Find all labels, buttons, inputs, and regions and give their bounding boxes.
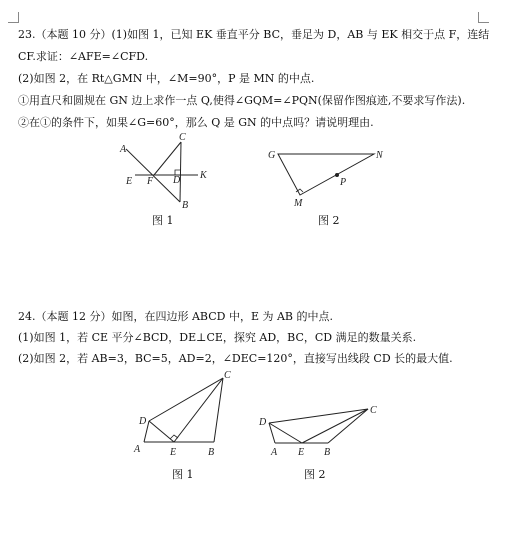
- label-C: C: [179, 132, 186, 143]
- label-C: C: [224, 370, 231, 381]
- label-B: B: [182, 200, 189, 211]
- label-D: D: [259, 417, 267, 428]
- label-C: C: [370, 405, 377, 416]
- label-K: K: [200, 170, 207, 181]
- q23-figure-2: [262, 145, 397, 215]
- label-A: A: [134, 444, 141, 455]
- q24-fig1-caption: 图 1: [172, 468, 194, 481]
- q24-line-1: 24.（本题 12 分）如图，在四边形 ABCD 中，E 为 AB 的中点.: [18, 310, 333, 323]
- segment-DC: [149, 378, 223, 421]
- label-G: G: [268, 150, 276, 161]
- label-N: N: [376, 150, 383, 161]
- label-D: D: [139, 416, 147, 427]
- point-P: [335, 173, 339, 177]
- q24-fig2-caption: 图 2: [304, 468, 326, 481]
- corner-mark-top-left: [8, 12, 19, 23]
- label-P: P: [340, 177, 347, 188]
- q24-figure-2: [252, 398, 392, 463]
- label-B: B: [324, 447, 331, 458]
- label-A: A: [120, 144, 127, 155]
- q23-figure-1: [110, 132, 220, 212]
- label-E: E: [298, 447, 305, 458]
- label-B: B: [208, 447, 215, 458]
- label-E: E: [126, 176, 133, 187]
- label-F: F: [147, 176, 154, 187]
- q23-line-3: (2)如图 2，在 Rt△GMN 中，∠M=90°，P 是 MN 的中点.: [18, 72, 315, 85]
- q23-line-5: ②在①的条件下，如果∠G=60°，那么 Q 是 GN 的中点吗？请说明理由.: [18, 116, 374, 129]
- corner-mark-top-right: [478, 12, 489, 23]
- triangle-GMN: [278, 154, 374, 195]
- segment-CB: [180, 142, 181, 202]
- q24-line-3: (2)如图 2，若 AB=3，BC=5，AD=2，∠DEC=120°，直接写出线段 CD 长的最大值.: [18, 352, 453, 365]
- q24-line-2: (1)如图 1，若 CE 平分∠BCD，DE⊥CE，探究 AD，BC，CD 满足的数量关系.: [18, 331, 417, 344]
- label-E: E: [170, 447, 177, 458]
- segment-DC: [269, 409, 368, 423]
- q23-line-4: ①用直尺和圆规在 GN 边上求作一点 Q,使得∠GQM=∠PQN(保留作图痕迹,不要求写作法).: [18, 94, 466, 107]
- label-D: D: [173, 175, 181, 186]
- q23-fig2-caption: 图 2: [318, 214, 340, 227]
- q23-line-2: CF.求证：∠AFE=∠CFD.: [18, 50, 149, 63]
- q23-line-1: 23.（本题 10 分）(1)如图 1，已知 EK 垂直平分 BC，垂足为 D，AB 与 EK 相交于点 F，连结: [18, 28, 490, 41]
- label-A: A: [271, 447, 278, 458]
- label-M: M: [294, 198, 303, 209]
- q23-fig1-caption: 图 1: [152, 214, 174, 227]
- q24-figure-1: [128, 368, 240, 463]
